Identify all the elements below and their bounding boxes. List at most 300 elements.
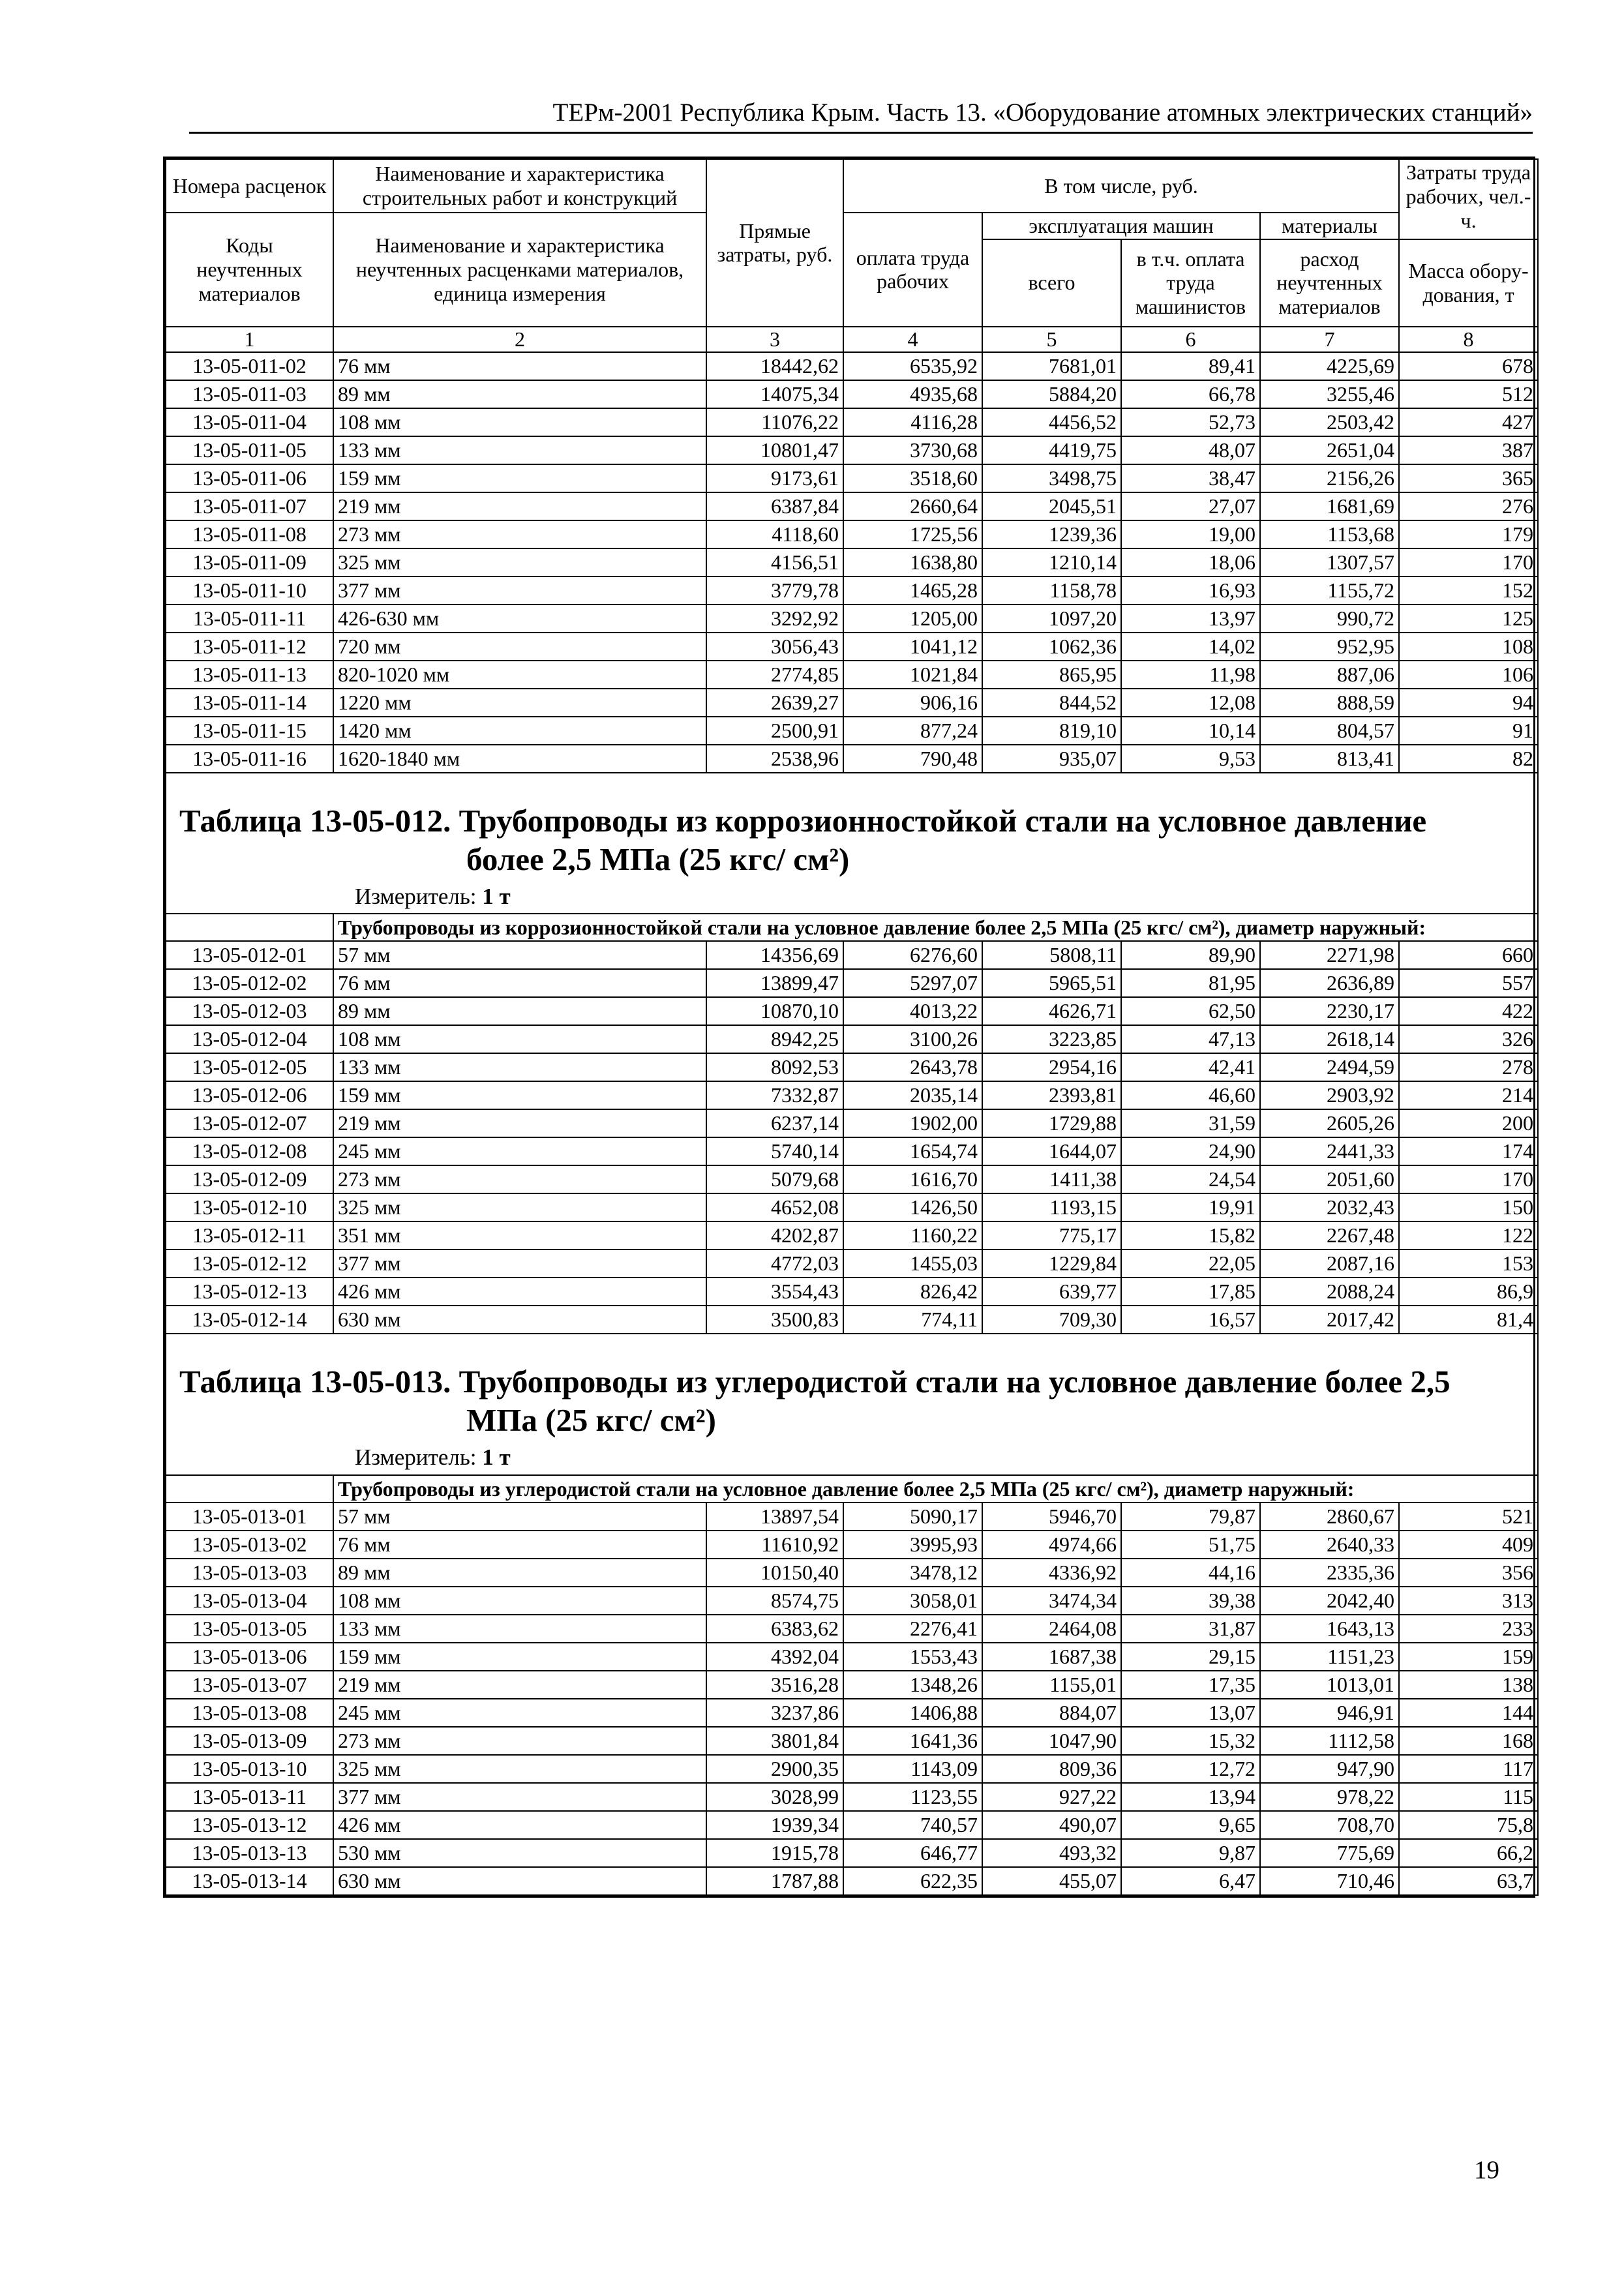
diameter-cell: 273 мм xyxy=(333,1727,706,1755)
diameter-cell: 159 мм xyxy=(333,1081,706,1109)
value-cell: 47,13 xyxy=(1121,1025,1260,1053)
header-labor-costs xyxy=(1399,159,1538,239)
table-row xyxy=(166,492,1538,520)
value-cell: 1151,23 xyxy=(1260,1643,1399,1671)
column-numbers-row xyxy=(166,327,1538,352)
value-cell: 9,87 xyxy=(1121,1839,1260,1867)
value-cell: 365 xyxy=(1399,464,1538,492)
diameter-cell: 219 мм xyxy=(333,1671,706,1699)
value-cell: 708,70 xyxy=(1260,1811,1399,1839)
value-cell: 19,91 xyxy=(1121,1193,1260,1221)
value-cell: 152 xyxy=(1399,576,1538,605)
value-cell: 3028,99 xyxy=(706,1783,843,1811)
table-row xyxy=(166,1025,1538,1053)
value-cell: 115 xyxy=(1399,1783,1538,1811)
value-cell: 15,82 xyxy=(1121,1221,1260,1249)
value-cell: 8942,25 xyxy=(706,1025,843,1053)
value-cell: 877,24 xyxy=(843,717,982,745)
value-cell: 1644,07 xyxy=(982,1137,1121,1165)
value-cell: 1654,74 xyxy=(843,1137,982,1165)
value-cell: 493,32 xyxy=(982,1839,1121,1867)
table-row xyxy=(166,997,1538,1025)
table-row xyxy=(166,548,1538,576)
value-cell: 2441,33 xyxy=(1260,1137,1399,1165)
group-heading: Трубопроводы из коррозионностойкой стали на условное давление более 2,5 МПа (25 кгс/ см²), диаметр наружный: xyxy=(333,914,1538,941)
value-cell: 1153,68 xyxy=(1260,520,1399,548)
value-cell: 138 xyxy=(1399,1671,1538,1699)
diameter-cell: 426 мм xyxy=(333,1811,706,1839)
group-heading: Трубопроводы из углеродистой стали на условное давление более 2,5 МПа (25 кгс/ см²), диаметр наружный: xyxy=(333,1475,1538,1503)
value-cell: 106 xyxy=(1399,661,1538,689)
value-cell: 31,59 xyxy=(1121,1109,1260,1137)
rate-code-cell: 13-05-011-02 xyxy=(166,352,333,380)
value-cell: 1193,15 xyxy=(982,1193,1121,1221)
column-number: 8 xyxy=(1399,327,1538,352)
column-number: 3 xyxy=(706,327,843,352)
rate-code-cell: 13-05-012-03 xyxy=(166,997,333,1025)
value-cell: 2651,04 xyxy=(1260,436,1399,464)
table-row xyxy=(166,605,1538,633)
diameter-cell: 820-1020 мм xyxy=(333,661,706,689)
value-cell: 8574,75 xyxy=(706,1587,843,1615)
value-cell: 18442,62 xyxy=(706,352,843,380)
rate-code-cell: 13-05-013-08 xyxy=(166,1699,333,1727)
value-cell: 326 xyxy=(1399,1025,1538,1053)
diameter-cell: 89 мм xyxy=(333,1559,706,1587)
value-cell: 44,16 xyxy=(1121,1559,1260,1587)
diameter-cell: 133 мм xyxy=(333,1053,706,1081)
value-cell: 5965,51 xyxy=(982,969,1121,997)
value-cell: 2042,40 xyxy=(1260,1587,1399,1615)
rate-code-cell: 13-05-012-08 xyxy=(166,1137,333,1165)
diameter-cell: 159 мм xyxy=(333,1643,706,1671)
value-cell: 81,95 xyxy=(1121,969,1260,997)
table-row xyxy=(166,1306,1538,1334)
value-cell: 978,22 xyxy=(1260,1783,1399,1811)
header-material-names: Наименование и характеристика неучтенных расценками материалов, единица измерения xyxy=(333,213,706,327)
table-row xyxy=(166,408,1538,436)
table-row xyxy=(166,1249,1538,1278)
value-cell: 4626,71 xyxy=(982,997,1121,1025)
table-row xyxy=(166,1221,1538,1249)
value-cell: 13,07 xyxy=(1121,1699,1260,1727)
diameter-cell: 377 мм xyxy=(333,576,706,605)
header-work-name: Наименование и характеристика строительных работ и конструкций xyxy=(333,159,706,213)
column-number: 7 xyxy=(1260,327,1399,352)
group-row xyxy=(166,914,1538,941)
diameter-cell: 1420 мм xyxy=(333,717,706,745)
header-rate-numbers: Номера расценок xyxy=(166,159,333,213)
value-cell: 1112,58 xyxy=(1260,1727,1399,1755)
section-title xyxy=(166,773,1538,879)
value-cell: 1348,26 xyxy=(843,1671,982,1699)
value-cell: 4116,28 xyxy=(843,408,982,436)
header-machines-total: всего xyxy=(982,239,1121,327)
diameter-cell: 76 мм xyxy=(333,969,706,997)
value-cell: 89,90 xyxy=(1121,941,1260,969)
value-cell: 5884,20 xyxy=(982,380,1121,408)
rate-code-cell: 13-05-011-07 xyxy=(166,492,333,520)
value-cell: 66,2 xyxy=(1399,1839,1538,1867)
value-cell: 86,9 xyxy=(1399,1278,1538,1306)
value-cell: 1787,88 xyxy=(706,1867,843,1895)
diameter-cell: 325 мм xyxy=(333,1193,706,1221)
value-cell: 75,8 xyxy=(1399,1811,1538,1839)
value-cell: 1902,00 xyxy=(843,1109,982,1137)
value-cell: 3498,75 xyxy=(982,464,1121,492)
table-row xyxy=(166,1053,1538,1081)
value-cell: 200 xyxy=(1399,1109,1538,1137)
diameter-cell: 720 мм xyxy=(333,633,706,661)
table-row xyxy=(166,941,1538,969)
value-cell: 2503,42 xyxy=(1260,408,1399,436)
value-cell: 122 xyxy=(1399,1221,1538,1249)
section-title-line1: Таблица 13-05-012. Трубопроводы из коррозионностойкой стали на условное давление xyxy=(179,802,1427,839)
value-cell: 39,38 xyxy=(1121,1587,1260,1615)
rate-code-cell: 13-05-011-06 xyxy=(166,464,333,492)
table-row xyxy=(166,1839,1538,1867)
header-labor-costs-label: Затраты труда рабочих, чел.-ч. xyxy=(1406,160,1531,232)
value-cell: 13899,47 xyxy=(706,969,843,997)
rate-code-cell: 13-05-012-07 xyxy=(166,1109,333,1137)
rate-code-cell: 13-05-011-03 xyxy=(166,380,333,408)
value-cell: 1406,88 xyxy=(843,1699,982,1727)
value-cell: 12,72 xyxy=(1121,1755,1260,1783)
value-cell: 3516,28 xyxy=(706,1671,843,1699)
value-cell: 1160,22 xyxy=(843,1221,982,1249)
value-cell: 3056,43 xyxy=(706,633,843,661)
value-cell: 2335,36 xyxy=(1260,1559,1399,1587)
rate-code-cell: 13-05-012-04 xyxy=(166,1025,333,1053)
table-row xyxy=(166,1587,1538,1615)
column-number: 6 xyxy=(1121,327,1260,352)
value-cell: 775,17 xyxy=(982,1221,1121,1249)
page-number: 19 xyxy=(1474,2156,1499,2184)
table-row xyxy=(166,1811,1538,1839)
value-cell: 3237,86 xyxy=(706,1699,843,1727)
value-cell: 5297,07 xyxy=(843,969,982,997)
rate-code-cell: 13-05-011-10 xyxy=(166,576,333,605)
value-cell: 1915,78 xyxy=(706,1839,843,1867)
rate-code-cell: 13-05-013-01 xyxy=(166,1503,333,1531)
value-cell: 4419,75 xyxy=(982,436,1121,464)
rate-code-cell: 13-05-011-16 xyxy=(166,745,333,773)
value-cell: 4652,08 xyxy=(706,1193,843,1221)
table-row xyxy=(166,1643,1538,1671)
value-cell: 42,41 xyxy=(1121,1053,1260,1081)
value-cell: 13,97 xyxy=(1121,605,1260,633)
value-cell: 81,4 xyxy=(1399,1306,1538,1334)
value-cell: 1638,80 xyxy=(843,548,982,576)
value-cell: 10801,47 xyxy=(706,436,843,464)
value-cell: 2035,14 xyxy=(843,1081,982,1109)
header-material-codes: Коды неучтенных материалов xyxy=(166,213,333,327)
section-title-line2: более 2,5 МПа (25 кгс/ см²) xyxy=(466,841,850,877)
table-body xyxy=(166,159,1538,1895)
value-cell: 7332,87 xyxy=(706,1081,843,1109)
value-cell: 3554,43 xyxy=(706,1278,843,1306)
value-cell: 153 xyxy=(1399,1249,1538,1278)
value-cell: 927,22 xyxy=(982,1783,1121,1811)
value-cell: 790,48 xyxy=(843,745,982,773)
value-cell: 46,60 xyxy=(1121,1081,1260,1109)
value-cell: 622,35 xyxy=(843,1867,982,1895)
value-cell: 1729,88 xyxy=(982,1109,1121,1137)
diameter-cell: 76 мм xyxy=(333,352,706,380)
value-cell: 4974,66 xyxy=(982,1531,1121,1559)
rate-code-cell: 13-05-013-14 xyxy=(166,1867,333,1895)
value-cell: 4935,68 xyxy=(843,380,982,408)
value-cell: 6535,92 xyxy=(843,352,982,380)
header-operator-pay: в т.ч. оплата труда машинистов xyxy=(1121,239,1260,327)
rate-code-cell: 13-05-012-06 xyxy=(166,1081,333,1109)
value-cell: 1307,57 xyxy=(1260,548,1399,576)
value-cell: 125 xyxy=(1399,605,1538,633)
value-cell: 775,69 xyxy=(1260,1839,1399,1867)
value-cell: 2900,35 xyxy=(706,1755,843,1783)
diameter-cell: 325 мм xyxy=(333,1755,706,1783)
value-cell: 150 xyxy=(1399,1193,1538,1221)
diameter-cell: 108 мм xyxy=(333,1587,706,1615)
measure-unit xyxy=(166,879,1538,914)
value-cell: 91 xyxy=(1399,717,1538,745)
table-row xyxy=(166,661,1538,689)
value-cell: 646,77 xyxy=(843,1839,982,1867)
value-cell: 4336,92 xyxy=(982,1559,1121,1587)
value-cell: 38,47 xyxy=(1121,464,1260,492)
table-row xyxy=(166,1081,1538,1109)
section-title-line2: МПа (25 кгс/ см²) xyxy=(466,1402,716,1439)
diameter-cell: 76 мм xyxy=(333,1531,706,1559)
value-cell: 1725,56 xyxy=(843,520,982,548)
value-cell: 809,36 xyxy=(982,1755,1121,1783)
diameter-cell: 245 мм xyxy=(333,1137,706,1165)
value-cell: 3100,26 xyxy=(843,1025,982,1053)
value-cell: 13,94 xyxy=(1121,1783,1260,1811)
value-cell: 10150,40 xyxy=(706,1559,843,1587)
table-row xyxy=(166,1531,1538,1559)
value-cell: 1426,50 xyxy=(843,1193,982,1221)
value-cell: 5740,14 xyxy=(706,1137,843,1165)
value-cell: 2045,51 xyxy=(982,492,1121,520)
value-cell: 3995,93 xyxy=(843,1531,982,1559)
value-cell: 6383,62 xyxy=(706,1615,843,1643)
diameter-cell: 351 мм xyxy=(333,1221,706,1249)
table-row xyxy=(166,1137,1538,1165)
value-cell: 3801,84 xyxy=(706,1727,843,1755)
value-cell: 1553,43 xyxy=(843,1643,982,1671)
value-cell: 2643,78 xyxy=(843,1053,982,1081)
value-cell: 947,90 xyxy=(1260,1755,1399,1783)
value-cell: 4156,51 xyxy=(706,548,843,576)
value-cell: 1123,55 xyxy=(843,1783,982,1811)
rate-code-cell: 13-05-011-04 xyxy=(166,408,333,436)
value-cell: 159 xyxy=(1399,1643,1538,1671)
value-cell: 51,75 xyxy=(1121,1531,1260,1559)
measure-label: Измеритель: xyxy=(355,883,477,909)
value-cell: 844,52 xyxy=(982,689,1121,717)
value-cell: 409 xyxy=(1399,1531,1538,1559)
value-cell: 108 xyxy=(1399,633,1538,661)
value-cell: 170 xyxy=(1399,1165,1538,1193)
value-cell: 24,54 xyxy=(1121,1165,1260,1193)
value-cell: 639,77 xyxy=(982,1278,1121,1306)
rate-code-cell: 13-05-013-09 xyxy=(166,1727,333,1755)
value-cell: 313 xyxy=(1399,1587,1538,1615)
rate-code-cell: 13-05-012-14 xyxy=(166,1306,333,1334)
diameter-cell: 530 мм xyxy=(333,1839,706,1867)
rate-code-cell: 13-05-011-12 xyxy=(166,633,333,661)
table-row xyxy=(166,464,1538,492)
value-cell: 4013,22 xyxy=(843,997,982,1025)
rate-code-cell: 13-05-013-10 xyxy=(166,1755,333,1783)
value-cell: 1643,13 xyxy=(1260,1615,1399,1643)
value-cell: 1411,38 xyxy=(982,1165,1121,1193)
value-cell: 233 xyxy=(1399,1615,1538,1643)
value-cell: 1465,28 xyxy=(843,576,982,605)
value-cell: 2636,89 xyxy=(1260,969,1399,997)
value-cell: 144 xyxy=(1399,1699,1538,1727)
header-including: В том числе, руб. xyxy=(843,159,1399,213)
value-cell: 24,90 xyxy=(1121,1137,1260,1165)
value-cell: 819,10 xyxy=(982,717,1121,745)
column-number: 4 xyxy=(843,327,982,352)
table-row xyxy=(166,1165,1538,1193)
table-row xyxy=(166,1671,1538,1699)
value-cell: 1097,20 xyxy=(982,605,1121,633)
rate-code-cell: 13-05-013-02 xyxy=(166,1531,333,1559)
value-cell: 5079,68 xyxy=(706,1165,843,1193)
rate-code-cell: 13-05-013-12 xyxy=(166,1811,333,1839)
value-cell: 79,87 xyxy=(1121,1503,1260,1531)
value-cell: 1155,01 xyxy=(982,1671,1121,1699)
column-number: 1 xyxy=(166,327,333,352)
value-cell: 6237,14 xyxy=(706,1109,843,1137)
value-cell: 174 xyxy=(1399,1137,1538,1165)
group-row xyxy=(166,1475,1538,1503)
rate-code-cell: 13-05-013-07 xyxy=(166,1671,333,1699)
value-cell: 6276,60 xyxy=(843,941,982,969)
value-cell: 3500,83 xyxy=(706,1306,843,1334)
value-cell: 63,7 xyxy=(1399,1867,1538,1895)
value-cell: 10870,10 xyxy=(706,997,843,1025)
value-cell: 2494,59 xyxy=(1260,1053,1399,1081)
value-cell: 48,07 xyxy=(1121,436,1260,464)
value-cell: 2640,33 xyxy=(1260,1531,1399,1559)
table-row xyxy=(166,1783,1538,1811)
diameter-cell: 630 мм xyxy=(333,1306,706,1334)
rate-code-cell: 13-05-013-06 xyxy=(166,1643,333,1671)
diameter-cell: 89 мм xyxy=(333,997,706,1025)
section-title-row xyxy=(166,1334,1538,1440)
table-row xyxy=(166,1109,1538,1137)
value-cell: 5946,70 xyxy=(982,1503,1121,1531)
value-cell: 710,46 xyxy=(1260,1867,1399,1895)
value-cell: 427 xyxy=(1399,408,1538,436)
section-title-row xyxy=(166,773,1538,879)
value-cell: 740,57 xyxy=(843,1811,982,1839)
measure-unit xyxy=(166,1440,1538,1475)
value-cell: 3292,92 xyxy=(706,605,843,633)
value-cell: 4202,87 xyxy=(706,1221,843,1249)
value-cell: 2271,98 xyxy=(1260,941,1399,969)
rate-code-cell: 13-05-012-13 xyxy=(166,1278,333,1306)
header-rule xyxy=(189,132,1533,134)
diameter-cell: 108 мм xyxy=(333,408,706,436)
diameter-cell: 219 мм xyxy=(333,492,706,520)
value-cell: 4772,03 xyxy=(706,1249,843,1278)
value-cell: 935,07 xyxy=(982,745,1121,773)
value-cell: 3518,60 xyxy=(843,464,982,492)
table-row xyxy=(166,1559,1538,1587)
value-cell: 10,14 xyxy=(1121,717,1260,745)
value-cell: 1641,36 xyxy=(843,1727,982,1755)
value-cell: 1681,69 xyxy=(1260,492,1399,520)
value-cell: 521 xyxy=(1399,1503,1538,1531)
value-cell: 804,57 xyxy=(1260,717,1399,745)
table-row xyxy=(166,380,1538,408)
value-cell: 1155,72 xyxy=(1260,576,1399,605)
value-cell: 276 xyxy=(1399,492,1538,520)
rate-code-cell: 13-05-011-05 xyxy=(166,436,333,464)
table-row xyxy=(166,436,1538,464)
rate-code-cell: 13-05-013-05 xyxy=(166,1615,333,1643)
value-cell: 117 xyxy=(1399,1755,1538,1783)
measure-row xyxy=(166,879,1538,914)
diameter-cell: 1620-1840 мм xyxy=(333,745,706,773)
table-row xyxy=(166,352,1538,380)
value-cell: 990,72 xyxy=(1260,605,1399,633)
rate-code-cell: 13-05-012-11 xyxy=(166,1221,333,1249)
value-cell: 214 xyxy=(1399,1081,1538,1109)
value-cell: 278 xyxy=(1399,1053,1538,1081)
diameter-cell: 219 мм xyxy=(333,1109,706,1137)
diameter-cell: 273 мм xyxy=(333,1165,706,1193)
rate-code-cell: 13-05-012-09 xyxy=(166,1165,333,1193)
value-cell: 29,15 xyxy=(1121,1643,1260,1671)
value-cell: 14,02 xyxy=(1121,633,1260,661)
value-cell: 660 xyxy=(1399,941,1538,969)
rate-code-cell: 13-05-013-11 xyxy=(166,1783,333,1811)
value-cell: 94 xyxy=(1399,689,1538,717)
value-cell: 14075,34 xyxy=(706,380,843,408)
diameter-cell: 426-630 мм xyxy=(333,605,706,633)
value-cell: 678 xyxy=(1399,352,1538,380)
value-cell: 888,59 xyxy=(1260,689,1399,717)
table-row xyxy=(166,576,1538,605)
diameter-cell: 245 мм xyxy=(333,1699,706,1727)
value-cell: 2156,26 xyxy=(1260,464,1399,492)
value-cell: 952,95 xyxy=(1260,633,1399,661)
value-cell: 179 xyxy=(1399,520,1538,548)
rate-code-cell: 13-05-011-14 xyxy=(166,689,333,717)
value-cell: 5808,11 xyxy=(982,941,1121,969)
value-cell: 774,11 xyxy=(843,1306,982,1334)
value-cell: 4118,60 xyxy=(706,520,843,548)
value-cell: 2538,96 xyxy=(706,745,843,773)
value-cell: 2464,08 xyxy=(982,1615,1121,1643)
diameter-cell: 133 мм xyxy=(333,1615,706,1643)
value-cell: 4456,52 xyxy=(982,408,1121,436)
value-cell: 1687,38 xyxy=(982,1643,1121,1671)
value-cell: 2393,81 xyxy=(982,1081,1121,1109)
value-cell: 2088,24 xyxy=(1260,1278,1399,1306)
value-cell: 826,42 xyxy=(843,1278,982,1306)
value-cell: 887,06 xyxy=(1260,661,1399,689)
header-direct-costs: Прямые затраты, руб. xyxy=(706,159,843,327)
value-cell: 16,93 xyxy=(1121,576,1260,605)
group-empty-cell xyxy=(166,914,333,941)
